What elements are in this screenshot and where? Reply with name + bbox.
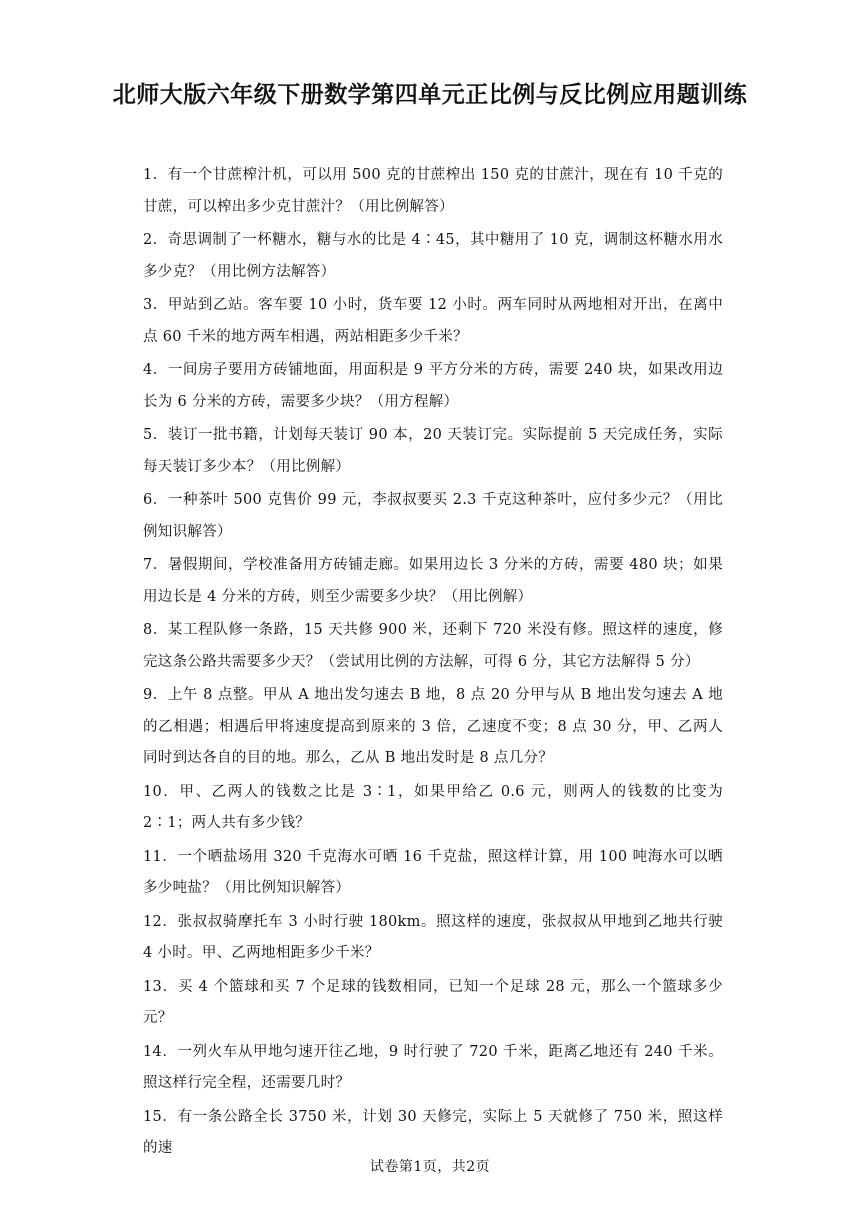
question-item: 5．装订一批书籍，计划每天装订 90 本，20 天装订完。实际提前 5 天完成任务，实际每天装订多少本？（用比例解） — [143, 427, 723, 475]
page-title: 北师大版六年级下册数学第四单元正比例与反比例应用题训练 — [112, 82, 748, 108]
question-list — [143, 160, 723, 1167]
question-item: 1．有一个甘蔗榨汁机，可以用 500 克的甘蔗榨出 150 克的甘蔗汁，现在有 10 千克的甘蔗，可以榨出多少克甘蔗汁？（用比例解答） — [143, 167, 723, 215]
question-item: 9．上午 8 点整。甲从 A 地出发匀速去 B 地，8 点 20 分甲与从 B 地出发匀速去 A 地的乙相遇；相遇后甲将速度提高到原来的 3 倍，乙速度不变；8 点 30 分，甲、乙两人同时到达各自的目的地。那么，乙从 B 地出发时是 8 点几分？ — [143, 687, 723, 766]
page-footer: 试卷第1页，共2页 — [369, 1159, 491, 1175]
question-item: 4．一间房子要用方砖铺地面，用面积是 9 平方分米的方砖，需要 240 块，如果改用边长为 6 分米的方砖，需要多少块？（用方程解） — [143, 362, 723, 410]
question-item: 14．一列火车从甲地匀速开往乙地，9 时行驶了 720 千米，距离乙地还有 240 千米。照这样行完全程，还需要几时？ — [143, 1043, 723, 1091]
question-item: 7．暑假期间，学校准备用方砖铺走廊。如果用边长 3 分米的方砖，需要 480 块；如果用边长是 4 分米的方砖，则至少需要多少块？（用比例解） — [143, 557, 723, 605]
question-item: 15．有一条公路全长 3750 米，计划 30 天修完，实际上 5 天就修了 750 米，照这样的速 — [143, 1108, 723, 1156]
question-item: 13．买 4 个篮球和买 7 个足球的钱数相同，已知一个足球 28 元，那么一个篮球多少元？ — [143, 978, 723, 1026]
question-item: 3．甲站到乙站。客车要 10 小时，货车要 12 小时。两车同时从两地相对开出，在离中点 60 千米的地方两车相遇，两站相距多少千米？ — [143, 297, 723, 345]
question-item: 10．甲、乙两人的钱数之比是 3∶1，如果甲给乙 0.6 元，则两人的钱数的比变为 2∶1；两人共有多少钱？ — [143, 783, 723, 831]
question-item: 8．某工程队修一条路，15 天共修 900 米，还剩下 720 米没有修。照这样的速度，修完这条公路共需要多少天？（尝试用比例的方法解，可得 6 分，其它方法解得 5 分） — [143, 622, 723, 670]
question-item: 6．一种茶叶 500 克售价 99 元，李叔叔要买 2.3 千克这种茶叶，应付多少元？（用比例知识解答） — [143, 492, 723, 540]
question-item: 2．奇思调制了一杯糖水，糖与水的比是 4∶45，其中糖用了 10 克，调制这杯糖水用水多少克？（用比例方法解答） — [143, 232, 723, 280]
question-item: 12．张叔叔骑摩托车 3 小时行驶 180km。照这样的速度，张叔叔从甲地到乙地共行驶 4 小时。甲、乙两地相距多少千米？ — [143, 913, 723, 961]
question-item: 11．一个晒盐场用 320 千克海水可晒 16 千克盐，照这样计算，用 100 吨海水可以晒多少吨盐？（用比例知识解答） — [143, 848, 723, 896]
